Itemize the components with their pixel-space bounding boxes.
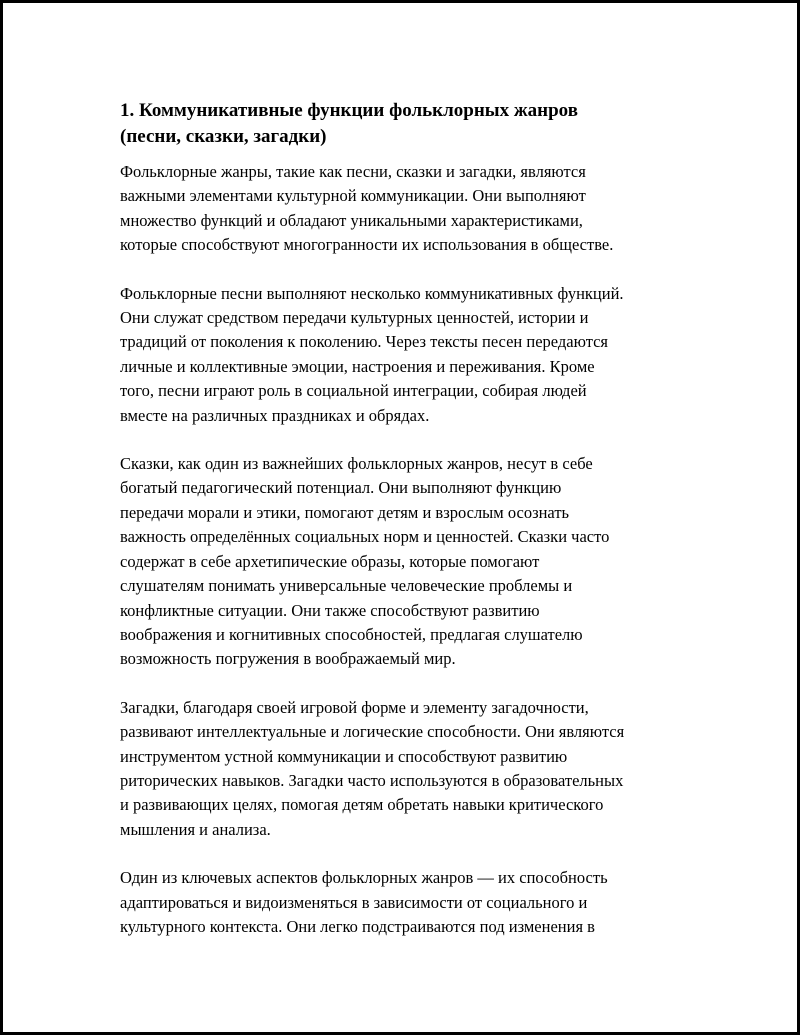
paragraph-intro: Фольклорные жанры, такие как песни, сказки и загадки, являются важными элементами культурной коммуникации. Они выполняют множество функций и обладают уникальными характеристиками, которые способствуют многогранности их использования в обществе.: [120, 162, 614, 255]
section-heading: 1. Коммуникативные функции фольклорных жанров (песни, сказки, загадки): [120, 100, 578, 147]
paragraph-riddles: Загадки, благодаря своей игровой форме и элементу загадочности, развивают интеллектуальные и логические способности. Они являются инструментом устной коммуникации и способствуют развитию риторических навыков. Загадки часто используются в образовательных и развивающих целях, помогая детям обретать навыки критического мышления и анализа.: [120, 697, 625, 839]
paragraph-adaptation: Один из ключевых аспектов фольклорных жанров — их способность адаптироваться и видоизменяться в зависимости от социального и культурного контекста. Они легко подстраиваются под изменения в: [120, 868, 608, 936]
paragraph-fairy-tales: Сказки, как один из важнейших фольклорных жанров, несут в себе богатый педагогический потенциал. Они выполняют функцию передачи морали и этики, помогают детям и взрослым осознать важность определённых социальных норм и ценностей. Сказки часто содержат в себе архетипические образы, которые помогают слушателям понимать универсальные человеческие проблемы и конфликтные ситуации. Они также способствуют развитию воображения и когнитивных способностей, предлагая слушателю возможность погружения в воображаемый мир.: [120, 454, 610, 669]
paragraph-songs: Фольклорные песни выполняют несколько коммуникативных функций. Они служат средством передачи культурных ценностей, истории и традиций от поколения к поколению. Через тексты песен передаются личные и коллективные эмоции, настроения и переживания. Кроме того, песни играют роль в социальной интеграции, собирая людей вместе на различных праздниках и обрядах.: [120, 283, 624, 425]
document-content: [120, 98, 700, 963]
